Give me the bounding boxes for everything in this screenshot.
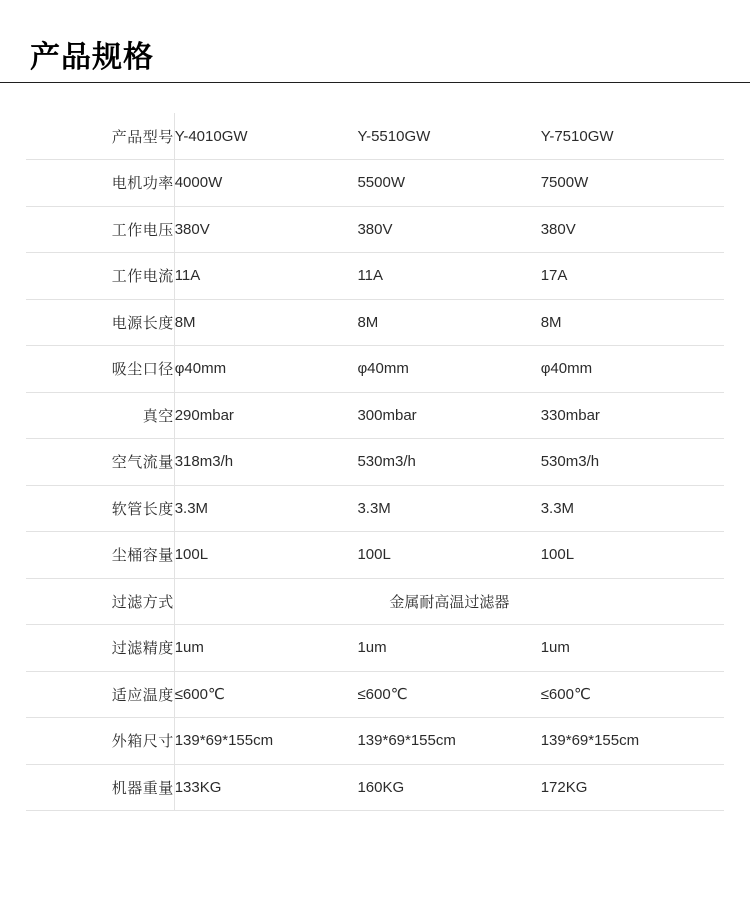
spec-table-container	[0, 83, 750, 811]
table-row	[26, 578, 724, 625]
row-value: 380V	[357, 206, 540, 253]
table-row	[26, 764, 724, 811]
row-value: 318m3/h	[174, 439, 357, 486]
row-label: 外箱尺寸	[26, 718, 174, 765]
row-value: Y-4010GW	[174, 113, 357, 160]
table-row	[26, 113, 724, 160]
table-row	[26, 439, 724, 486]
row-value: 3.3M	[541, 485, 724, 532]
table-row	[26, 485, 724, 532]
row-value: 1um	[174, 625, 357, 672]
row-label: 适应温度	[26, 671, 174, 718]
row-label: 过滤精度	[26, 625, 174, 672]
table-row	[26, 299, 724, 346]
row-value: φ40mm	[357, 346, 540, 393]
row-label: 真空	[26, 392, 174, 439]
table-row	[26, 671, 724, 718]
row-label: 吸尘口径	[26, 346, 174, 393]
row-value: 139*69*155cm	[541, 718, 724, 765]
row-value: 8M	[174, 299, 357, 346]
spec-table	[26, 113, 724, 811]
table-row	[26, 346, 724, 393]
page-header	[0, 0, 750, 82]
row-value: 3.3M	[174, 485, 357, 532]
row-value: Y-7510GW	[541, 113, 724, 160]
table-row	[26, 532, 724, 579]
row-value: 530m3/h	[541, 439, 724, 486]
row-label: 软管长度	[26, 485, 174, 532]
row-value: Y-5510GW	[357, 113, 540, 160]
row-value: φ40mm	[174, 346, 357, 393]
row-label: 机器重量	[26, 764, 174, 811]
row-value: 330mbar	[541, 392, 724, 439]
table-row	[26, 160, 724, 207]
row-label: 工作电压	[26, 206, 174, 253]
table-row	[26, 253, 724, 300]
row-value: 8M	[541, 299, 724, 346]
row-value: 3.3M	[357, 485, 540, 532]
table-row	[26, 718, 724, 765]
row-value: 300mbar	[357, 392, 540, 439]
row-label: 尘桶容量	[26, 532, 174, 579]
row-label: 工作电流	[26, 253, 174, 300]
row-label: 电源长度	[26, 299, 174, 346]
row-value: 139*69*155cm	[174, 718, 357, 765]
row-value: 160KG	[357, 764, 540, 811]
spec-table-body	[26, 113, 724, 811]
table-row	[26, 392, 724, 439]
row-value: 11A	[174, 253, 357, 300]
row-value: 530m3/h	[357, 439, 540, 486]
row-value: 7500W	[541, 160, 724, 207]
row-value: 133KG	[174, 764, 357, 811]
row-value: 1um	[357, 625, 540, 672]
row-value: ≤600℃	[541, 671, 724, 718]
row-value: 100L	[541, 532, 724, 579]
table-row	[26, 625, 724, 672]
row-value: 5500W	[357, 160, 540, 207]
row-value: 4000W	[174, 160, 357, 207]
row-value-merged: 金属耐高温过滤器	[174, 578, 724, 625]
row-value: ≤600℃	[174, 671, 357, 718]
row-value: 380V	[541, 206, 724, 253]
row-value: 8M	[357, 299, 540, 346]
page-title: 产品规格	[30, 41, 154, 74]
row-value: 17A	[541, 253, 724, 300]
row-value: ≤600℃	[357, 671, 540, 718]
row-value: 139*69*155cm	[357, 718, 540, 765]
row-label: 过滤方式	[26, 578, 174, 625]
row-label: 产品型号	[26, 113, 174, 160]
row-value: 1um	[541, 625, 724, 672]
row-value: 100L	[357, 532, 540, 579]
row-label: 空气流量	[26, 439, 174, 486]
row-value: 172KG	[541, 764, 724, 811]
row-value: 290mbar	[174, 392, 357, 439]
row-value: 11A	[357, 253, 540, 300]
row-value: 100L	[174, 532, 357, 579]
row-value: φ40mm	[541, 346, 724, 393]
table-row	[26, 206, 724, 253]
row-value: 380V	[174, 206, 357, 253]
row-label: 电机功率	[26, 160, 174, 207]
